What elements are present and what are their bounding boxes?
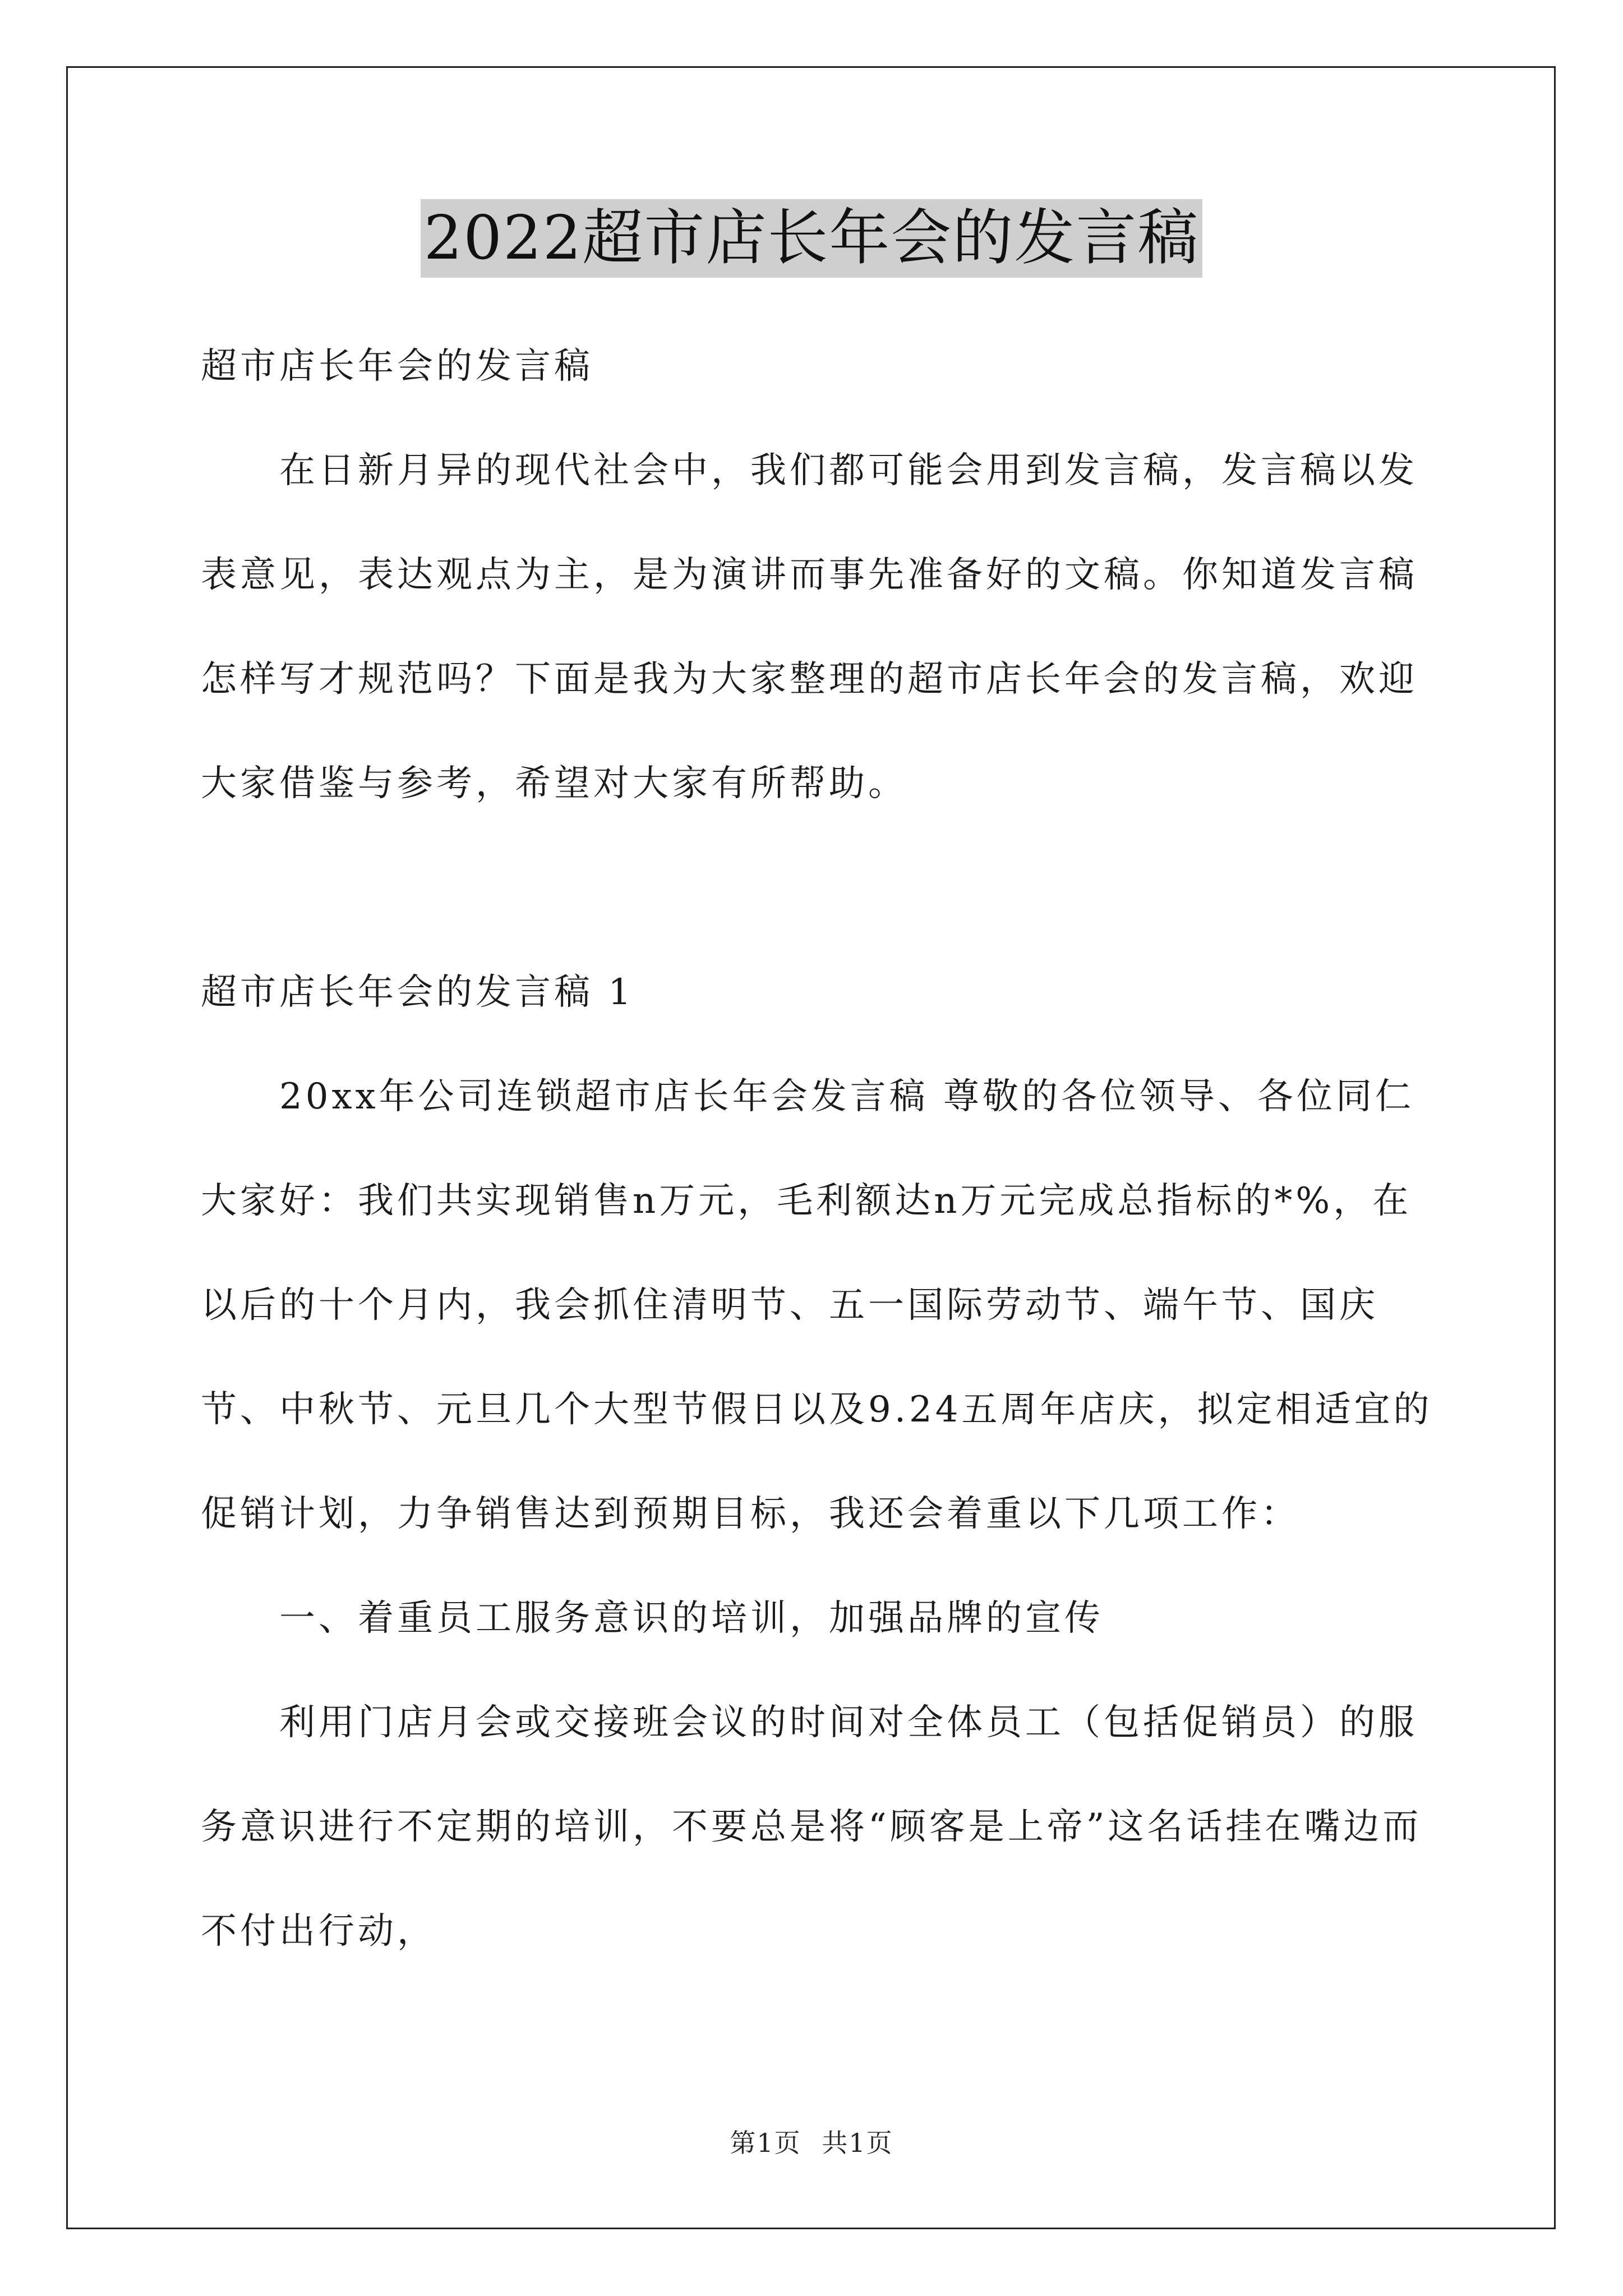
paragraph-gap (201, 836, 1435, 940)
section-paragraph-2: 利用门店月会或交接班会议的时间对全体员工（包括促销员）的服务意识进行不定期的培训，不要总是将“顾客是上帝”这名话挂在嘴边而不付出行动， (201, 1702, 1422, 1952)
section-heading: 超市店长年会的发言稿 1 (201, 972, 635, 1013)
section-paragraph-1: 20xx年公司连锁超市店长年会发言稿 尊敬的各位领导、各位同仁大家好：我们共实现销售n万元，毛利额达n万元完成总指标的*%，在以后的十个月内，我会抓住清明节、五一国际劳动节、端午节、国庆节、中秋节、元旦几个大型节假日以及9.24五周年店庆，拟定相适宜的促销计划，力争销售达到预期目标，我还会着重以下几项工作： (201, 1076, 1433, 1535)
point-heading: 一、着重员工服务意识的培训，加强品牌的宣传 (279, 1598, 1104, 1639)
title-wrap (0, 199, 1623, 278)
page-total: 共1页 (822, 2128, 893, 2158)
page-current: 第1页 (730, 2128, 801, 2158)
document-subtitle: 超市店长年会的发言稿 (201, 346, 593, 387)
page-footer (0, 2126, 1623, 2160)
document-title: 2022超市店长年会的发言稿 (421, 199, 1203, 278)
intro-paragraph: 在日新月异的现代社会中，我们都可能会用到发言稿，发言稿以发表意见，表达观点为主，是为演讲而事先准备好的文稿。你知道发言稿怎样写才规范吗？下面是我为大家整理的超市店长年会的发言稿，欢迎大家借鉴与参考，希望对大家有所帮助。 (201, 450, 1418, 804)
document-body (201, 314, 1435, 1984)
